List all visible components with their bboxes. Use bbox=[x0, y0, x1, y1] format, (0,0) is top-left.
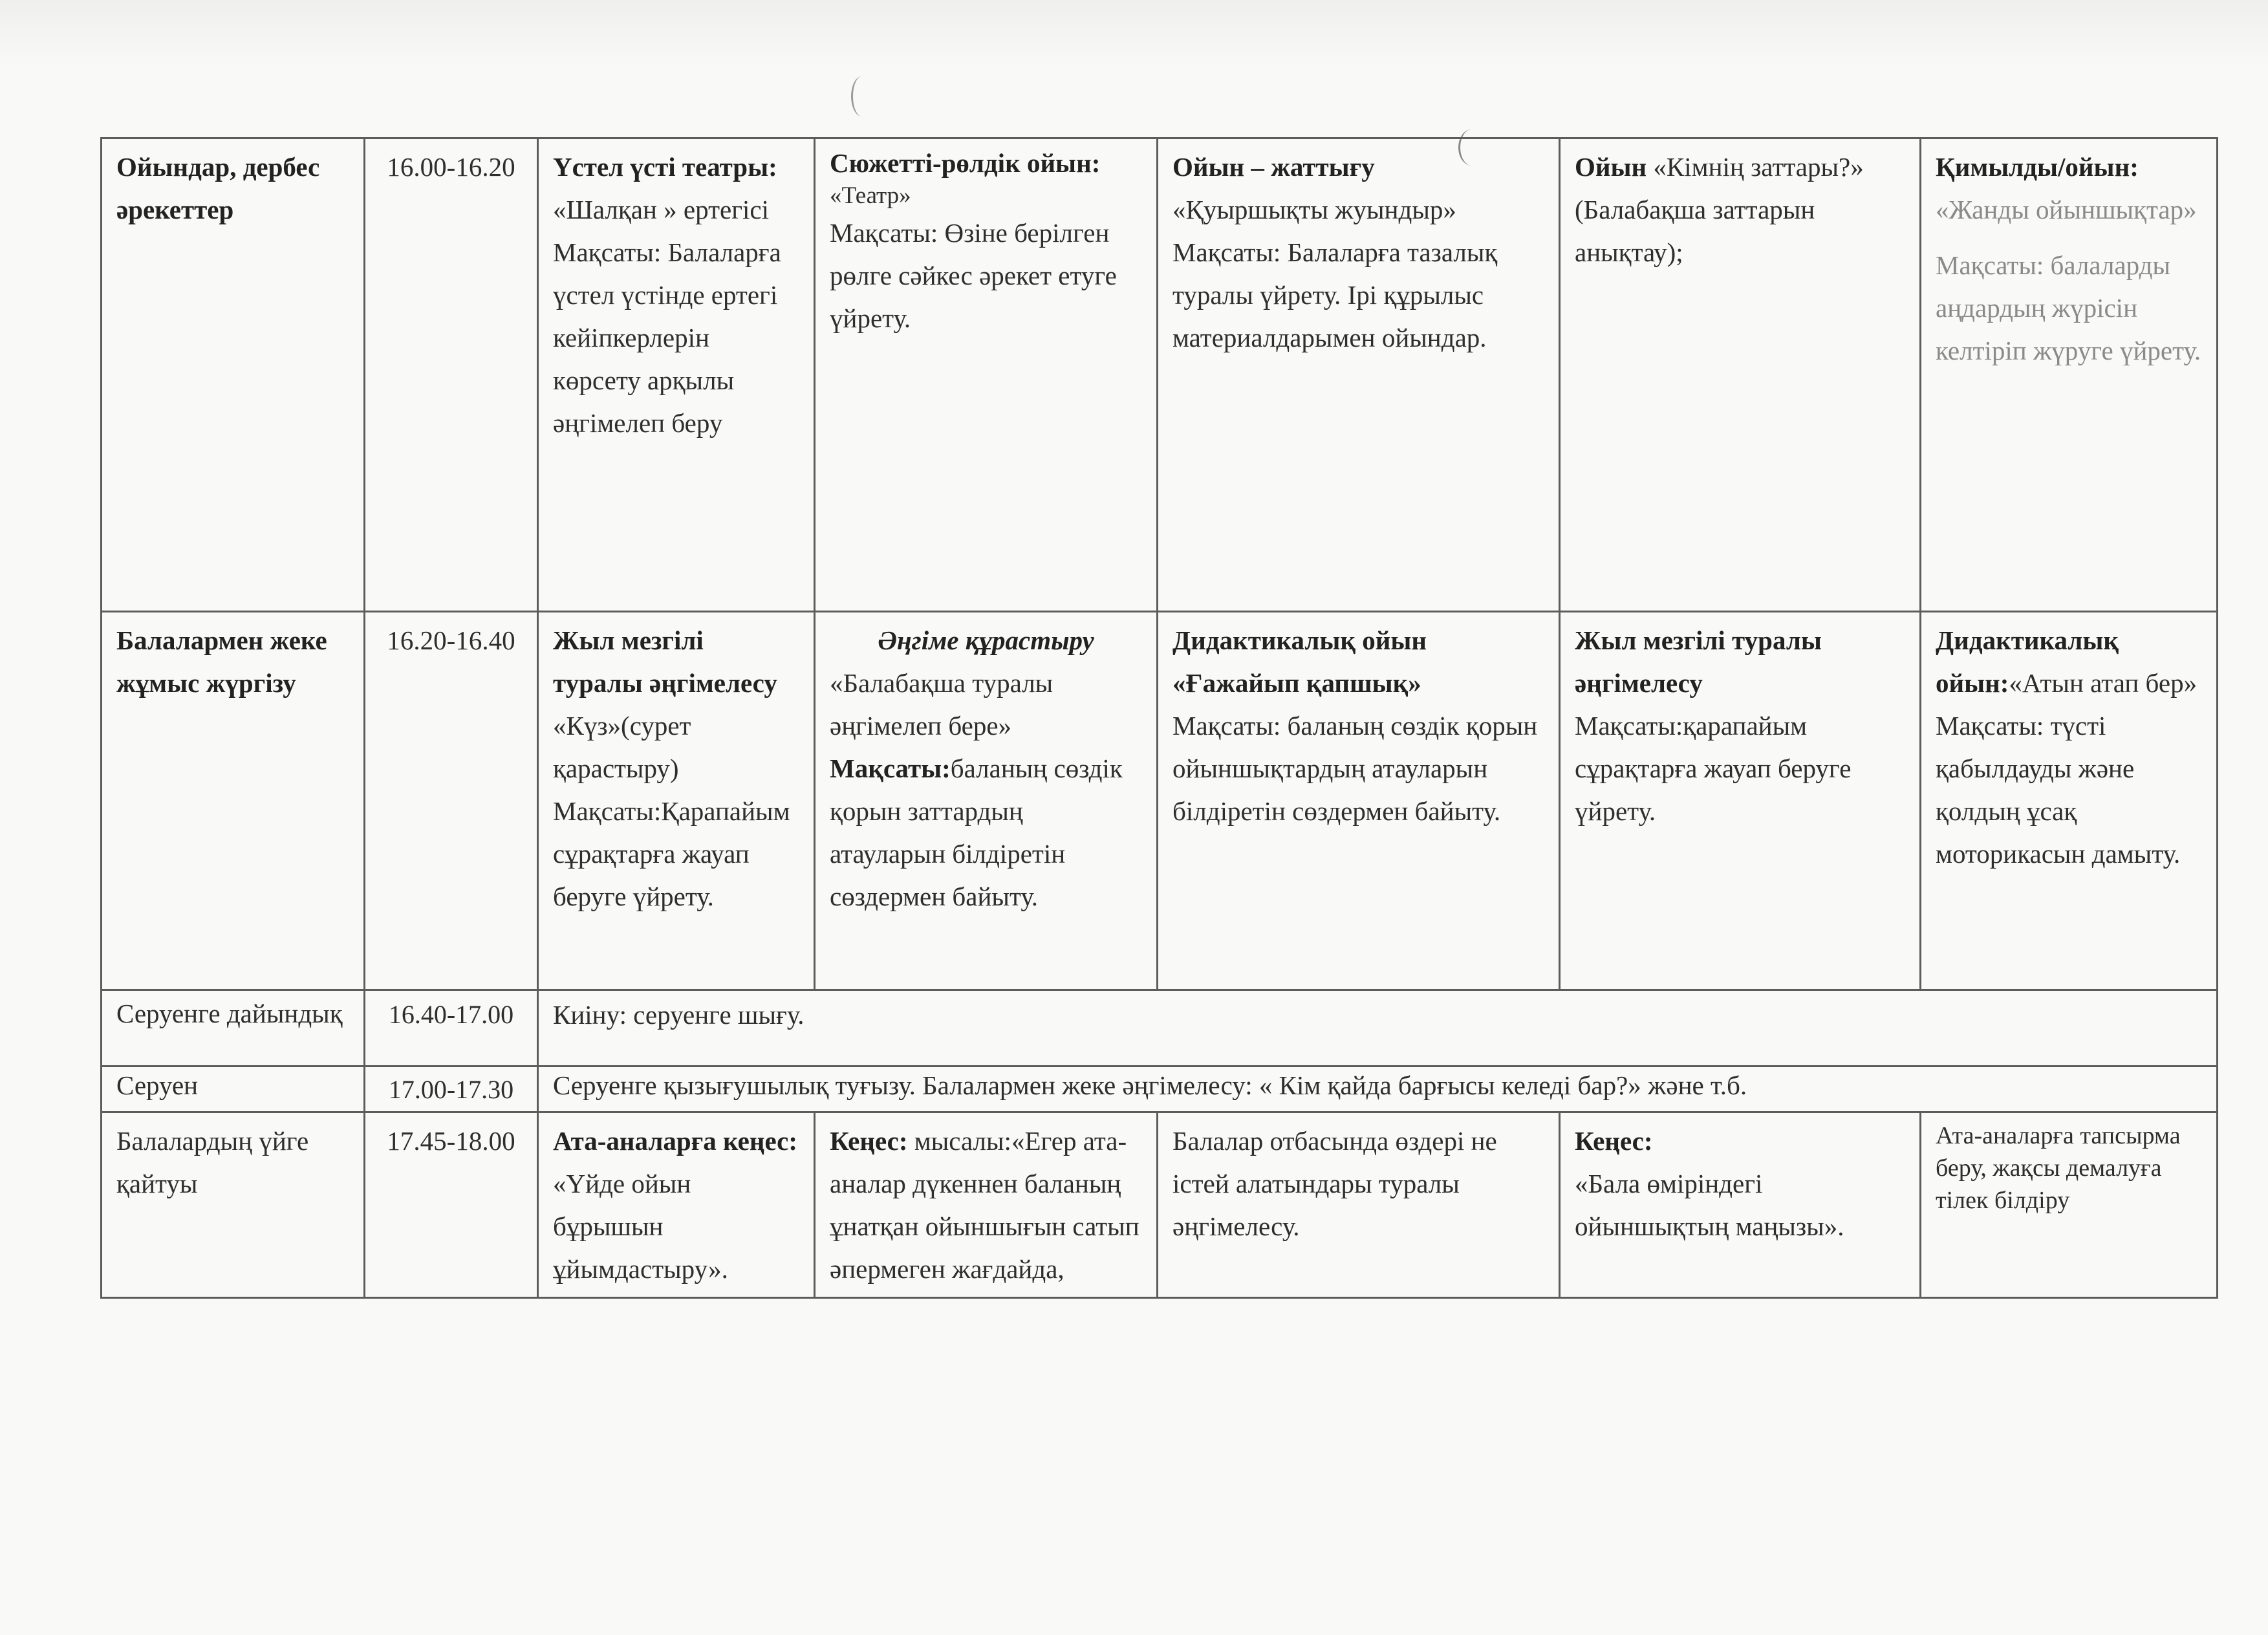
cell-text: баланың сөздік қорын заттардың атауларын білдіретін сөздермен байыту. bbox=[830, 753, 1123, 911]
cell-subtitle: Мақсаты: bbox=[830, 753, 951, 783]
plan-cell bbox=[1560, 138, 1921, 612]
wide-cell: Киіну: серуенге шығу. bbox=[538, 990, 2218, 1067]
cell-title: Ата-аналарға кеңес: bbox=[553, 1126, 797, 1156]
plan-cell bbox=[538, 612, 815, 990]
plan-cell bbox=[815, 138, 1158, 612]
activity-cell: Ойындар, дербес әрекеттер bbox=[102, 138, 365, 612]
cell-text: Мақсаты: Өзіне берілген рөлге сәйкес әрекет етуге үйрету. bbox=[830, 218, 1117, 333]
plan-cell bbox=[538, 1112, 815, 1298]
plan-cell bbox=[1560, 1112, 1921, 1298]
cell-title: Кеңес: bbox=[830, 1126, 908, 1156]
scan-edge-shadow bbox=[0, 0, 2268, 68]
plan-cell bbox=[1158, 138, 1560, 612]
cell-text: «Үйде ойын бұрышын ұйымдастыру». bbox=[553, 1169, 728, 1284]
cell-title: Ойын bbox=[1575, 152, 1647, 182]
cell-text: «Шалқан » ертегісі Мақсаты: Балаларға үстел үстінде ертегі кейіпкерлерін көрсету арқылы әңгімелеп беру bbox=[553, 195, 781, 438]
cell-text: «Күз»(сурет қарастыру) Мақсаты:Қарапайым сұрақтарға жауап беруге үйрету. bbox=[553, 711, 790, 911]
cell-text: Мақсаты: балаларды аңдардың жүрісін келтіріп жүруге үйрету. bbox=[1936, 250, 2201, 365]
daily-plan-table bbox=[100, 137, 2218, 1299]
time-cell: 16.00-16.20 bbox=[365, 138, 538, 612]
cell-title: Әңгіме құрастыру bbox=[878, 625, 1094, 655]
cell-title: Қимылды/ойын: bbox=[1936, 152, 2139, 182]
cell-text: «Балабақша туралы әңгімелеп бере» bbox=[830, 668, 1053, 741]
cell-text: «Кімнің заттары?» (Балабақша заттарын анықтау); bbox=[1575, 152, 1864, 267]
table-row bbox=[102, 1067, 2218, 1112]
plan-cell bbox=[815, 1112, 1158, 1298]
cell-text: «Қуыршықты жуындыр» Мақсаты: Балаларға тазалық туралы үйрету. Ірі құрылыс материалдарымен ойындар. bbox=[1172, 195, 1498, 352]
activity-cell: Серуенге дайындық bbox=[102, 990, 365, 1067]
cell-text: Балалар отбасында өздері не істей алатындары туралы әңгімелесу. bbox=[1172, 1126, 1497, 1241]
time-cell: 17.00-17.30 bbox=[365, 1067, 538, 1112]
cell-text: «Бала өміріндегі ойыншықтың маңызы». bbox=[1575, 1169, 1844, 1241]
activity-cell: Балалармен жеке жұмыс жүргізу bbox=[102, 612, 365, 990]
plan-cell bbox=[1560, 612, 1921, 990]
table-row bbox=[102, 990, 2218, 1067]
cell-text-small: «Театр» bbox=[830, 182, 911, 209]
activity-cell: Серуен bbox=[102, 1067, 365, 1112]
plan-cell bbox=[1921, 138, 2218, 612]
cell-title: Дидактикалық ойын: bbox=[1936, 625, 2119, 698]
cell-title: Сюжетті-рөлдік ойын: bbox=[830, 148, 1101, 178]
cell-text: Мақсаты:қарапайым сұрақтарға жауап беруге үйрету. bbox=[1575, 711, 1852, 826]
table-row bbox=[102, 1112, 2218, 1298]
cell-text: Мақсаты: түсті қабылдауды және қолдың ұсақ моторикасын дамыту. bbox=[1936, 711, 2181, 869]
plan-cell bbox=[1921, 612, 2218, 990]
time-cell: 16.20-16.40 bbox=[365, 612, 538, 990]
cell-title: Дидактикалық ойын «Ғажайып қапшық» bbox=[1172, 625, 1427, 698]
cell-text: Ата-аналарға тапсырма беру, жақсы демалуға тілек білдіру bbox=[1936, 1122, 2181, 1214]
table-row bbox=[102, 138, 2218, 612]
cell-text: мысалы:«Егер ата-аналар дүкеннен баланың ұнатқан ойыншығын сатып әпермеген жағдайда, bbox=[830, 1126, 1139, 1284]
cell-title: Жыл мезгілі туралы әңгімелесу bbox=[1575, 625, 1822, 698]
cell-title: Ойын – жаттығу bbox=[1172, 152, 1375, 182]
plan-cell bbox=[815, 612, 1158, 990]
plan-cell bbox=[1158, 612, 1560, 990]
cell-title: Кеңес: bbox=[1575, 1126, 1653, 1156]
wide-cell: Серуенге қызығушылық туғызу. Балалармен жеке әңгімелесу: « Кім қайда барғысы келеді бар?» және т.б. bbox=[538, 1067, 2218, 1112]
cell-title: Жыл мезгілі туралы әңгімелесу bbox=[553, 625, 777, 698]
cell-title: Үстел үсті театры: bbox=[553, 152, 777, 182]
plan-cell bbox=[1921, 1112, 2218, 1298]
time-cell: 17.45-18.00 bbox=[365, 1112, 538, 1298]
cell-text: Мақсаты: баланың сөздік қорын ойыншықтардың атауларын білдіретін сөздермен байыту. bbox=[1172, 711, 1538, 826]
cell-text: «Жанды ойыншықтар» bbox=[1936, 195, 2197, 224]
scan-artifact-mark bbox=[851, 76, 872, 116]
plan-cell bbox=[538, 138, 815, 612]
table-row bbox=[102, 612, 2218, 990]
activity-cell: Балалардың үйге қайтуы bbox=[102, 1112, 365, 1298]
time-cell: 16.40-17.00 bbox=[365, 990, 538, 1067]
plan-cell bbox=[1158, 1112, 1560, 1298]
cell-title-rest: «Атын атап бер» bbox=[2009, 668, 2198, 698]
